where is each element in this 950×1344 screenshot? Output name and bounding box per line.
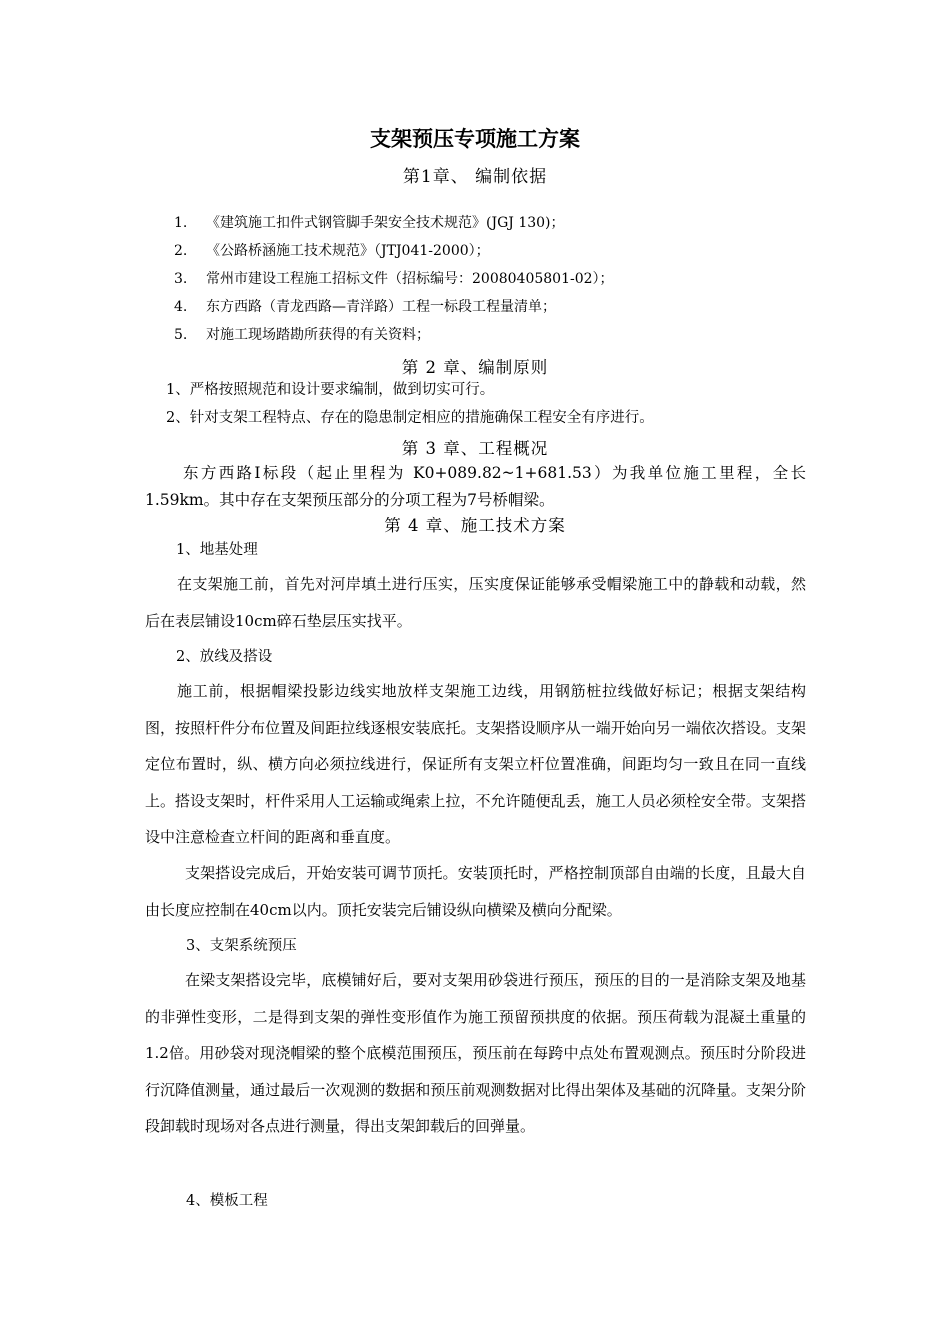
chapter-3-heading: 第 3 章、工程概况 bbox=[401, 439, 549, 458]
section-title: 1、地基处理 bbox=[176, 542, 258, 558]
reference-item bbox=[174, 296, 556, 318]
reference-text: 常州市建设工程施工招标文件（招标编号：20080405801-02）； bbox=[206, 271, 614, 287]
reference-number: 2. bbox=[174, 243, 188, 259]
reference-number: 3. bbox=[174, 271, 188, 287]
section-paragraph: 在梁支架搭设完毕，底模铺好后，要对支架用砂袋进行预压，预压的目的一是消除支架及地基的非弹性变形，二是得到支架的弹性变形值作为施工预留预拱度的依据。预压荷载为混凝土重量的1.2倍。用砂袋对现浇帽梁的整个底模范围预压，预压前在每跨中点处布置观测点。预压时分阶段进行沉降值测量，通过最后一次观测的数据和预压前观测数据对比得出架体及基础的沉降量。支架分阶段卸载时现场对各点进行测量，得出支架卸载后的回弹量。 bbox=[145, 971, 806, 1135]
reference-text: 《公路桥涵施工技术规范》（JTJ041-2000）； bbox=[206, 243, 490, 259]
reference-item bbox=[174, 268, 614, 290]
reference-number: 1. bbox=[174, 215, 188, 231]
chapter-4-heading: 第 4 章、施工技术方案 bbox=[384, 516, 566, 535]
reference-item bbox=[174, 212, 565, 234]
section-title: 2、放线及搭设 bbox=[176, 649, 273, 665]
reference-number: 5. bbox=[174, 327, 188, 343]
reference-number: 4. bbox=[174, 299, 188, 315]
section-title: 4、模板工程 bbox=[186, 1193, 268, 1209]
chapter-2-heading: 第 2 章、编制原则 bbox=[401, 358, 549, 377]
section-paragraph: 施工前，根据帽梁投影边线实地放样支架施工边线，用钢筋桩拉线做好标记；根据支架结构图，按照杆件分布位置及间距拉线逐根安装底托。支架搭设顺序从一端开始向另一端依次搭设。支架定位布置时，纵、横方向必须拉线进行，保证所有支架立杆位置准确，间距均匀一致且在同一直线上。搭设支架时，杆件采用人工运输或绳索上拉，不允许随便乱丢，施工人员必须栓安全带。支架搭设中注意检查立杆间的距离和垂直度。 bbox=[145, 682, 806, 846]
section-paragraph: 支架搭设完成后，开始安装可调节顶托。安装顶托时，严格控制顶部自由端的长度，且最大自由长度应控制在40cm以内。顶托安装完后铺设纵向横梁及横向分配梁。 bbox=[145, 864, 806, 919]
section-title: 3、支架系统预压 bbox=[186, 938, 297, 954]
reference-item bbox=[174, 240, 490, 262]
reference-text: 《建筑施工扣件式钢管脚手架安全技术规范》(JGJ 130)； bbox=[206, 215, 565, 231]
overview-paragraph: 东方西路Ⅰ标段（起止里程为 K0+089.82~1+681.53）为我单位施工里程，全长1.59km。其中存在支架预压部分的分项工程为7号桥帽梁。 bbox=[145, 464, 806, 509]
section-paragraph: 在支架施工前，首先对河岸填土进行压实，压实度保证能够承受帽梁施工中的静载和动载，然后在表层铺设10cm碎石垫层压实找平。 bbox=[145, 575, 806, 630]
reference-text: 对施工现场踏勘所获得的有关资料； bbox=[206, 327, 430, 343]
chapter-1-heading: 第1章、 编制依据 bbox=[402, 167, 548, 187]
reference-text: 东方西路（青龙西路—青洋路）工程一标段工程量清单； bbox=[206, 299, 556, 315]
principle-line: 1、严格按照规范和设计要求编制，做到切实可行。 bbox=[166, 382, 495, 398]
reference-item bbox=[174, 324, 430, 346]
document-title: 支架预压专项施工方案 bbox=[370, 126, 580, 151]
principle-line: 2、针对支架工程特点、存在的隐患制定相应的措施确保工程安全有序进行。 bbox=[166, 410, 654, 426]
